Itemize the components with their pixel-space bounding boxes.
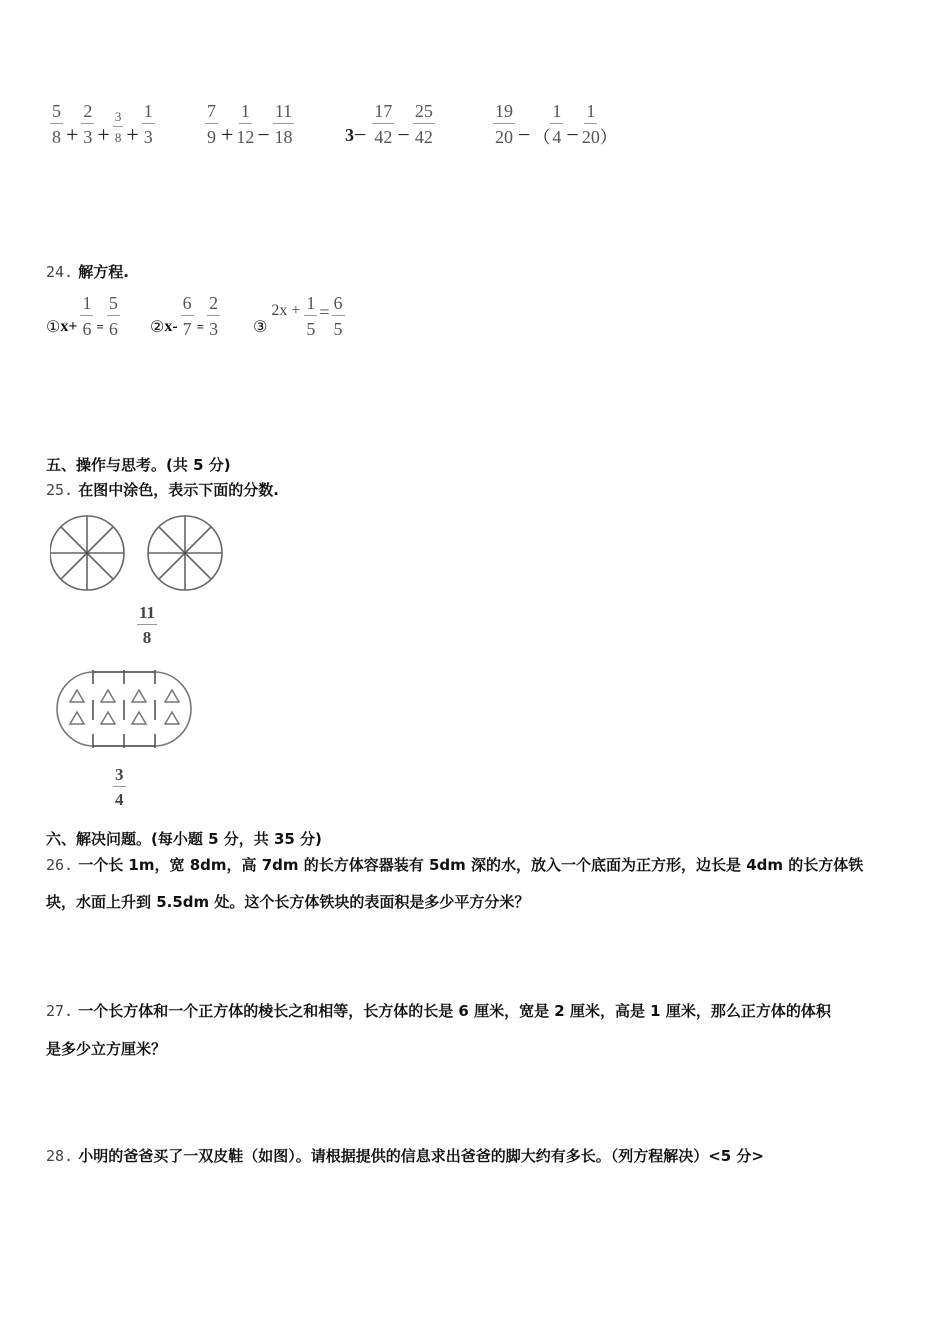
equation-lhs: x- [164,318,178,335]
fraction: $\frac{5}{6}$ [108,293,118,339]
question-text: 一个长 1m，宽 8dm，高 7dm 的长方体容器装有 5dm 深的水，放入一个底面为正方形，边长是 4dm 的长方体铁 [78,856,864,874]
plus-sign: + [221,122,234,147]
question-text: 小明的爸爸买了一双皮鞋（如图）。请根据提供的信息求出爸爸的脚大约有多长。（列方程解决）<5 分> [78,1147,764,1165]
equation-lhs: x+ [60,318,78,335]
fraction: $\frac{6}{5}$ [333,293,343,339]
equation-lhs: 2x + [271,302,301,319]
fraction: $\frac{1}{4}$ [552,101,562,147]
calc-expression-1 [50,102,155,146]
minus-sign: − [257,122,270,147]
fraction: $\frac{1}{20}$ [581,101,600,147]
fraction: $\frac{2}{3}$ [83,101,93,147]
question-25 [46,479,279,500]
equals-sign: = [196,319,205,334]
fraction: $\frac{3}{8}$ [114,109,122,145]
question-26-line-1 [46,854,863,875]
fraction: $\frac{5}{8}$ [52,101,61,147]
question-text: 一个长方体和一个正方体的棱长之和相等，长方体的长是 6 厘米，宽是 2 厘米，高是 1 厘米，那么正方体的体积 [78,1002,831,1020]
fraction-three-quarters: $\frac{3}{4}$ [115,765,124,809]
calc-expression-3 [345,102,435,146]
equation-3 [253,294,345,338]
section-5-heading: 五、操作与思考。(共 5 分) [46,456,231,474]
minus-sign: − [518,122,531,147]
circled-number-2: ② [150,319,165,336]
fraction: $\frac{1}{12}$ [236,101,255,147]
equation-2 [150,294,220,338]
question-text: 在图中涂色，表示下面的分数. [78,481,279,499]
left-paren: （ [533,127,551,147]
question-27-line-2: 是多少立方厘米？ [46,1040,167,1058]
equation-1 [46,294,120,338]
minus-sign: − [566,122,579,147]
minus-sign: − [397,122,410,147]
fraction: $\frac{17}{42}$ [374,101,393,147]
question-number: 27. [46,1002,74,1020]
circle-2[interactable] [148,516,222,590]
plus-sign: + [97,122,110,147]
fraction: $\frac{11}{18}$ [274,101,293,147]
triangles-figure [55,668,195,750]
fraction: $\frac{2}{3}$ [209,293,219,339]
question-26-line-2: 块，水面上升到 5.5dm 处。这个长方体铁块的表面积是多少平方分米？ [46,893,530,911]
equals-sign: = [319,301,330,322]
right-paren: ） [599,127,617,147]
plus-sign: + [66,122,79,147]
calc-expression-2 [205,102,294,146]
fraction: $\frac{1}{3}$ [143,101,153,147]
circled-number-3: ③ [253,319,268,336]
question-27-line-1 [46,1000,831,1021]
section-6-heading: 六、解决问题。(每小题 5 分，共 35 分) [46,830,322,848]
circled-number-1: ① [46,319,61,336]
question-number: 25. [46,481,74,499]
question-number: 24. [46,263,74,281]
question-28 [46,1145,764,1166]
plus-sign: + [126,122,139,147]
question-text: 解方程. [78,263,129,281]
fraction: $\frac{19}{20}$ [495,101,513,147]
fraction: $\frac{1}{6}$ [82,293,92,339]
circle-1[interactable] [50,516,124,590]
fraction-eleven-eighths: $\frac{11}{8}$ [139,603,156,647]
whole-number: 3 [345,124,354,145]
question-number: 28. [46,1147,74,1165]
equals-sign: = [96,319,104,334]
question-24-heading [46,261,129,282]
fraction: $\frac{6}{7}$ [182,293,192,339]
fraction: $\frac{1}{5}$ [306,293,316,339]
question-number: 26. [46,856,74,874]
calc-expression-4 [493,102,617,146]
circles-figure [50,514,240,594]
fraction: $\frac{7}{9}$ [207,101,216,147]
minus-sign: − [354,122,367,147]
fraction: $\frac{25}{42}$ [414,101,433,147]
